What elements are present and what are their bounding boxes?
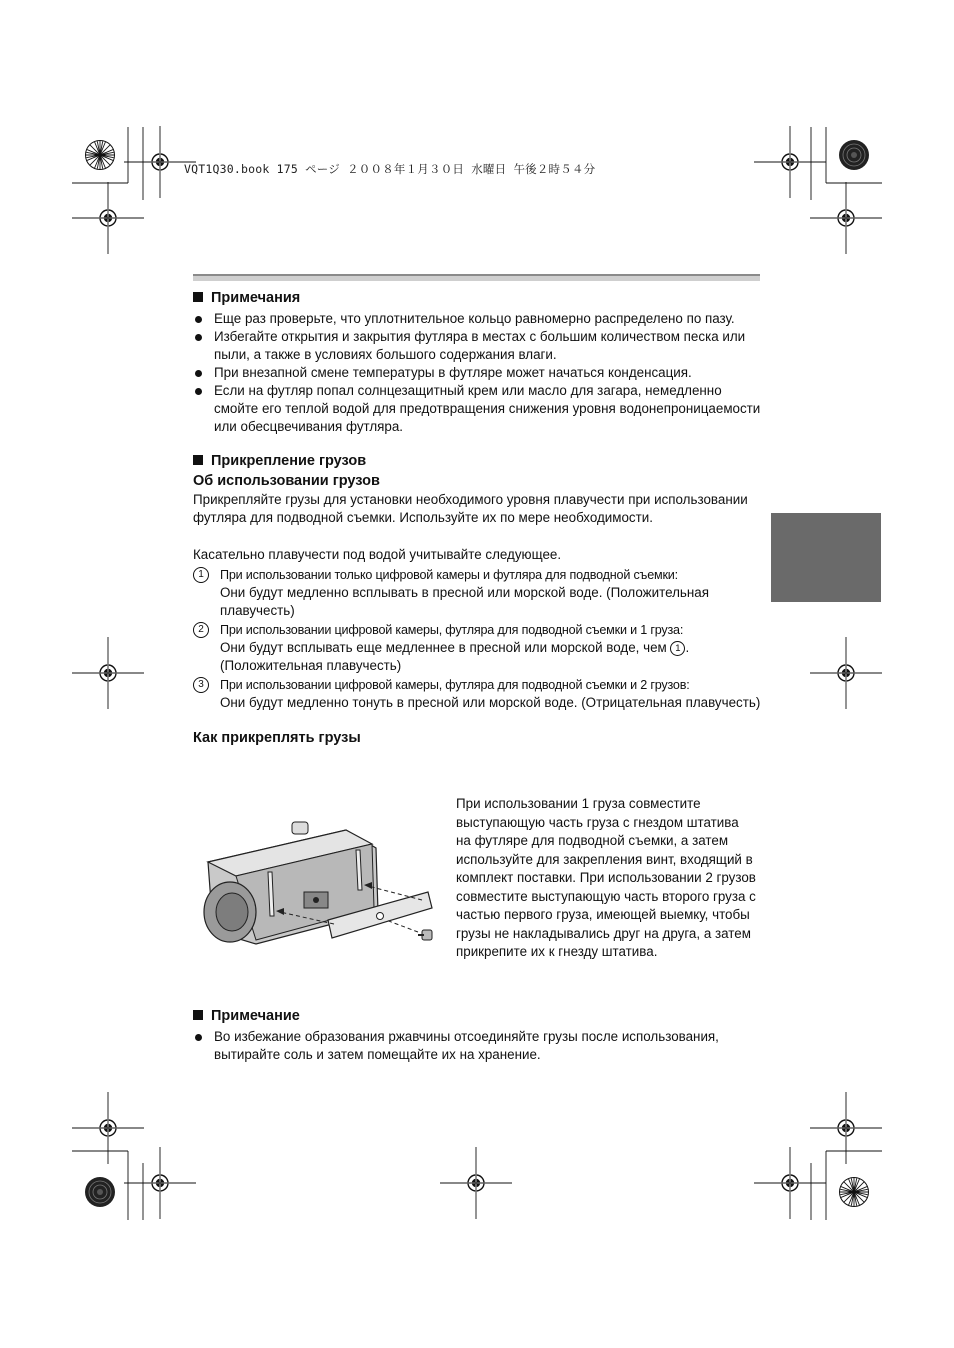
circled-reference: 1 — [670, 641, 685, 656]
circled-number: 1 — [193, 567, 209, 583]
notes-heading: Примечания — [193, 288, 765, 308]
buoyancy-list — [193, 566, 765, 712]
weights-heading: Прикрепление грузов — [193, 451, 765, 471]
howto-text: При использовании 1 груза совместите выступающую часть груза с гнездом штатива на футляре для подводной съемки, а затем используйте для закрепления винт, входящий в комплект поставки. При использовании 2 грузов совместите выступающую часть второго груза с частью первого груза, имеющей выемку, чтобы грузы не накладывались друг на друга, а затем прикрепите их к гнезду штатива. — [456, 796, 756, 959]
square-bullet-icon — [193, 1010, 203, 1020]
list-item: При внезапной смене температуры в футляре может начаться конденсация. — [193, 364, 765, 382]
file-info-header: VQT1Q30.book 175 ページ ２００８年１月３０日 水曜日 午後２時５４分 — [184, 162, 596, 176]
section-rule — [193, 274, 760, 281]
list-item: Во избежание образования ржавчины отсоединяйте грузы после использования, вытирайте соль и затем помещайте их на хранение. — [193, 1028, 765, 1064]
note-list — [193, 1028, 765, 1064]
buoyancy-note: Касательно плавучести под водой учитывайте следующее. — [193, 547, 562, 562]
note-heading: Примечание — [193, 1006, 765, 1026]
list-item: 3 При использовании цифровой камеры, футляра для подводной съемки и 2 грузов: Они будут медленно тонуть в пресной или морской воде. (Отрицательная плавучесть) — [193, 676, 765, 712]
square-bullet-icon — [193, 455, 203, 465]
list-item: 1 При использовании только цифровой камеры и футляра для подводной съемки: Они будут медленно всплывать в пресной или морской воде. (Положительная плавучесть) — [193, 566, 765, 620]
circled-number: 3 — [193, 677, 209, 693]
main-content — [193, 288, 765, 748]
final-note — [193, 1006, 765, 1064]
list-item: Избегайте открытия и закрытия футляра в местах с большим количеством песка или пыли, а также в условиях большого содержания влаги. — [193, 328, 765, 364]
circled-number: 2 — [193, 622, 209, 638]
side-tab — [771, 513, 881, 602]
weights-intro: Прикрепляйте грузы для установки необходимого уровня плавучести при использовании футляра для подводной съемки. Используйте их по мере необходимости. — [193, 492, 748, 525]
list-item: Еще раз проверьте, что уплотнительное кольцо равномерно распределено по пазу. — [193, 310, 765, 328]
list-item: Если на футляр попал солнцезащитный крем или масло для загара, немедленно смойте его теплой водой для предотвращения снижения уровня водонепроницаемости или обесцвечивания футляра. — [193, 382, 765, 436]
weights-subheading: Об использовании грузов — [193, 473, 380, 489]
howto-heading: Как прикреплять грузы — [193, 730, 361, 746]
weight-attachment-illustration — [196, 820, 444, 960]
notes-list — [193, 310, 765, 436]
square-bullet-icon — [193, 292, 203, 302]
list-item: 2 При использовании цифровой камеры, футляра для подводной съемки и 1 груза: Они будут всплывать еще медленнее в пресной или морской воде, чем 1 . (Положительная плавучесть) — [193, 621, 765, 675]
